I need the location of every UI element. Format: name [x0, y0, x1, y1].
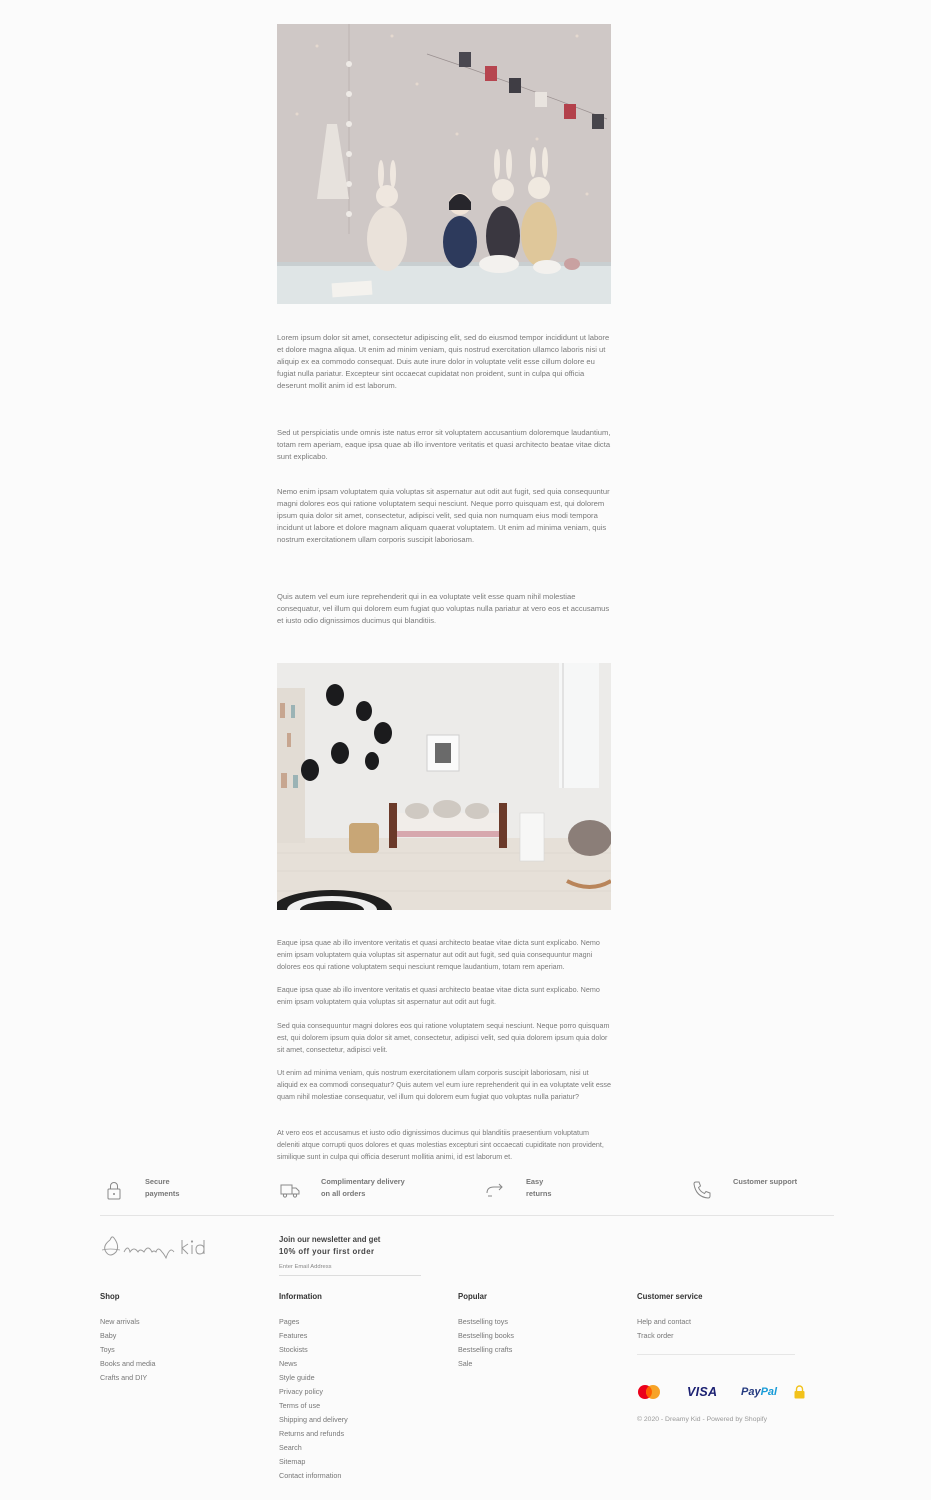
footer-link[interactable]: Books and media [100, 1359, 156, 1368]
footer-link[interactable]: Privacy policy [279, 1387, 323, 1396]
paypal-logo-part: Pal [760, 1386, 778, 1398]
article-paragraph: Eaque ipsa quae ab illo inventore veritatis et quasi architecto beatae vitae dicta sunt explicabo. Nemo enim ipsam voluptatem quia voluptas sit aspernatur aut odit aut fugit, sed quia consequuntur magni dolores eos qui ratione voluptatem sequi nesciunt remque laudantium, totam rem aperiam. [277, 938, 600, 971]
footer-column-popular [458, 1292, 514, 1371]
footer-link[interactable]: New arrivals [100, 1317, 140, 1326]
copyright-text: © 2020 - Dreamy Kid - Powered by Shopify [637, 1416, 768, 1423]
footer-link[interactable]: Track order [637, 1331, 674, 1340]
article-image-dolls [277, 24, 611, 304]
article-paragraph: Lorem ipsum dolor sit amet, consectetur adipiscing elit, sed do eiusmod tempor incididunt ut labore et dolore magna aliqua. Ut enim ad minim veniam, quis nostrud exercitation ullamco laboris nisi ut aliquip ex ea commodo consequat. Duis aute irure dolor in voluptate velit esse cillum dolore eu fugiat nulla pariatur. Excepteur sint occaecat cupidatat non proident, sunt in culpa qui officia deserunt mollit anim id est laborum. [277, 333, 610, 390]
footer-column-title: Customer service [637, 1292, 703, 1301]
article-paragraph: Nemo enim ipsam voluptatem quia voluptas sit aspernatur aut odit aut fugit, sed quia consequuntur magni dolores eos qui ratione voluptatem sequi nesciunt. Neque porro quisquam est, qui dolorem ipsum quia dolor sit amet, consectetur, adipisci velit, sed quia non numquam eius modi tempora incidunt ut labore et dolore magnam aliquam quaerat voluptatem. Ut enim ad minima veniam, quis nostrum exercitationem ullam corporis suscipit laboriosam. [277, 487, 610, 544]
footer-column-title: Popular [458, 1292, 488, 1301]
dreamy-kid-logo[interactable] [100, 1232, 210, 1262]
visa-logo: VISA [687, 1385, 718, 1399]
feature-title: Secure [145, 1177, 170, 1186]
footer-link[interactable]: Features [279, 1331, 308, 1340]
paypal-logo [741, 1382, 777, 1402]
footer-column-title: Information [279, 1292, 322, 1301]
footer-link[interactable]: Search [279, 1443, 302, 1452]
feature-title: Customer support [733, 1177, 798, 1186]
feature-customer-support [691, 1176, 797, 1206]
footer-divider [100, 1215, 834, 1216]
footer-link[interactable]: Stockists [279, 1345, 308, 1354]
article-paragraph: At vero eos et accusamus et iusto odio dignissimos ducimus qui blanditiis praesentium voluptatum deleniti atque corrupti quos dolores et quas molestias excepturi sint occaecati cupiditate non provident, similique sunt in culpa qui officia deserunt mollitia animi, id est laborum et. [277, 1128, 604, 1161]
article-paragraph: Sed quia consequuntur magni dolores eos qui ratione voluptatem sequi nesciunt. Neque porro quisquam est, qui dolorem ipsum quia dolor sit amet, consectetur, adipisci velit, sed quia dolorem ipsum quia dolor sit amet, consectetur, adipisci velit. [277, 1021, 610, 1054]
footer-link[interactable]: Sale [458, 1359, 473, 1368]
newsletter-signup [279, 1234, 424, 1276]
truck-icon [279, 1179, 301, 1201]
footer-link[interactable]: Shipping and delivery [279, 1415, 348, 1424]
feature-title: Easy [526, 1177, 544, 1186]
footer-column-title: Shop [100, 1292, 120, 1301]
article-paragraph: Quis autem vel eum iure reprehenderit qui in ea voluptate velit esse quam nihil molestiae consequatur, vel illum qui dolorem eum fugiat quo voluptas nulla pariatur at vero eos et accusamus et iusto odio dignissimos ducimus qui blanditiis. [277, 592, 610, 625]
article-paragraph: Sed ut perspiciatis unde omnis iste natus error sit voluptatem accusantium doloremque laudantium, totam rem aperiam, eaque ipsa quae ab illo inventore veritatis et quasi architecto beatae vitae dicta sunt explicabo. [277, 428, 611, 461]
return-arrow-icon [484, 1179, 506, 1201]
footer-column-shop [100, 1292, 156, 1385]
payment-methods [637, 1382, 809, 1402]
newsletter-offer: 10% off your first order [279, 1247, 375, 1256]
payments-divider [637, 1354, 795, 1355]
footer-column-customer-service [637, 1292, 702, 1343]
newsletter-heading: Join our newsletter and get [279, 1235, 381, 1244]
feature-easy-returns [484, 1176, 551, 1206]
paypal-logo-part: Pay [741, 1386, 761, 1398]
lock-icon [103, 1179, 125, 1201]
feature-secure-payments [103, 1176, 180, 1206]
footer-link[interactable]: Sitemap [279, 1457, 306, 1466]
article-image-kids-room [277, 663, 611, 910]
email-input[interactable] [279, 1262, 421, 1276]
phone-icon [691, 1179, 713, 1201]
mastercard-icon [637, 1382, 661, 1402]
footer-column-information [279, 1292, 348, 1483]
article-paragraph: Ut enim ad minima veniam, quis nostrum exercitationem ullam corporis suscipit laboriosam, nisi ut aliquid ex ea commodi consequatur? Quis autem vel eum iure reprehenderit qui in ea voluptate velit esse quam nihil molestiae consequatur, vel illum qui dolorem eum fugiat quo voluptas nulla pariatur? [277, 1068, 612, 1101]
feature-subtitle: payments [145, 1189, 180, 1198]
footer-link[interactable]: Terms of use [279, 1401, 321, 1410]
article-paragraph: Eaque ipsa quae ab illo inventore veritatis et quasi architecto beatae vitae dicta sunt explicabo. Nemo enim ipsam voluptatem quia voluptas sit aspernatur aut odit aut fugit. [277, 985, 600, 1006]
secure-lock-icon [794, 1382, 805, 1402]
footer-link[interactable]: Bestselling crafts [458, 1345, 513, 1354]
footer-link[interactable]: Style guide [279, 1373, 315, 1382]
feature-complimentary-delivery [279, 1176, 405, 1206]
footer-link[interactable]: Contact information [279, 1471, 342, 1480]
footer-link[interactable]: Bestselling toys [458, 1317, 508, 1326]
feature-subtitle: returns [526, 1189, 552, 1198]
footer-link[interactable]: Pages [279, 1317, 300, 1326]
feature-title: Complimentary delivery [321, 1177, 405, 1186]
footer-link[interactable]: Baby [100, 1331, 117, 1340]
footer-link[interactable]: News [279, 1359, 297, 1368]
footer-link[interactable]: Toys [100, 1345, 115, 1354]
footer-link[interactable]: Returns and refunds [279, 1429, 345, 1438]
feature-subtitle: on all orders [321, 1189, 366, 1198]
footer-link[interactable]: Crafts and DIY [100, 1373, 148, 1382]
footer-link[interactable]: Help and contact [637, 1317, 691, 1326]
footer-link[interactable]: Bestselling books [458, 1331, 514, 1340]
